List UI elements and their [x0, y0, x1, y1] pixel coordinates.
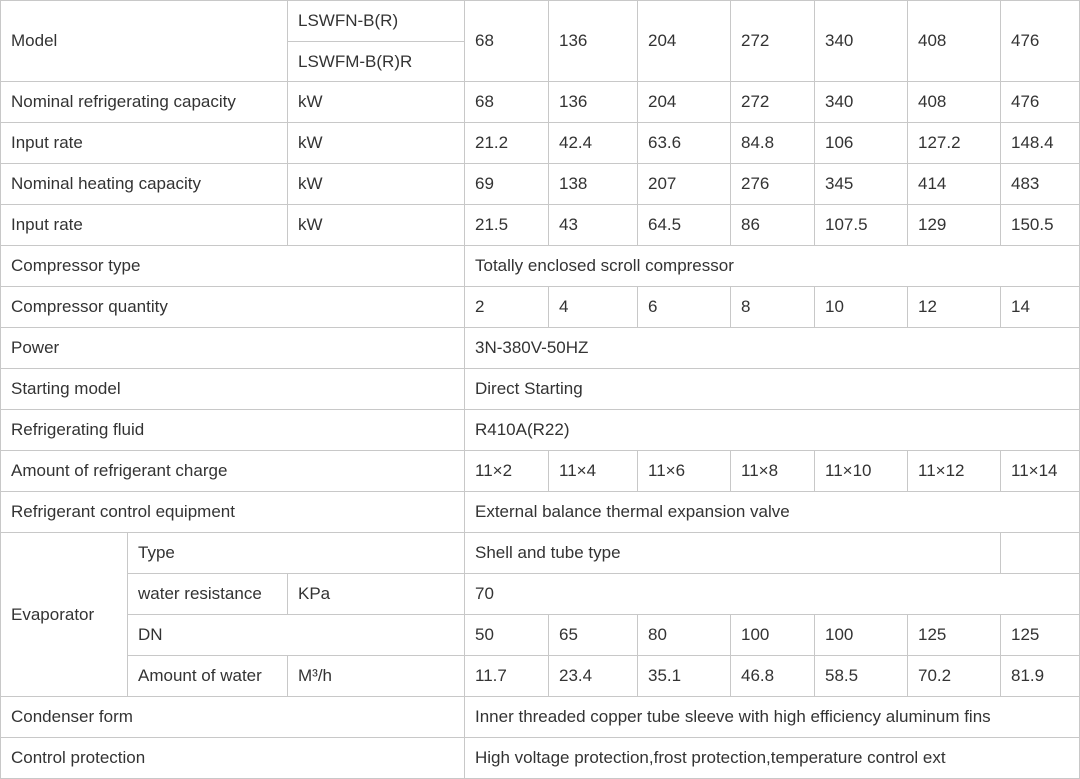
row-label: Model — [1, 1, 288, 82]
value-cell: 476 — [1001, 1, 1080, 82]
value-cell: R410A(R22) — [465, 410, 1080, 451]
value-cell: 272 — [731, 1, 815, 82]
value-cell: 46.8 — [731, 656, 815, 697]
sub-label: Amount of water — [128, 656, 288, 697]
value-cell: 43 — [549, 205, 638, 246]
sub-label: DN — [128, 615, 465, 656]
row-label: Nominal refrigerating capacity — [1, 82, 288, 123]
table-row-refrigerant-charge — [1, 451, 1080, 492]
row-label: Starting model — [1, 369, 465, 410]
value-cell: 4 — [549, 287, 638, 328]
value-cell: 272 — [731, 82, 815, 123]
row-label: Power — [1, 328, 465, 369]
table-row-input-rate-heating — [1, 205, 1080, 246]
table-row-compressor-type — [1, 246, 1080, 287]
value-cell: Direct Starting — [465, 369, 1080, 410]
row-label: Compressor type — [1, 246, 465, 287]
value-cell: 86 — [731, 205, 815, 246]
table-row-compressor-quantity — [1, 287, 1080, 328]
value-cell: 8 — [731, 287, 815, 328]
value-cell: 148.4 — [1001, 123, 1080, 164]
value-cell: 11×10 — [815, 451, 908, 492]
value-cell: 408 — [908, 82, 1001, 123]
value-cell: 3N-380V-50HZ — [465, 328, 1080, 369]
unit-cell: KPa — [288, 574, 465, 615]
value-cell: 23.4 — [549, 656, 638, 697]
value-cell: 21.5 — [465, 205, 549, 246]
value-cell: 11×14 — [1001, 451, 1080, 492]
value-cell: 58.5 — [815, 656, 908, 697]
value-cell: 100 — [731, 615, 815, 656]
value-cell: 483 — [1001, 164, 1080, 205]
table-row-condenser-form — [1, 697, 1080, 738]
value-cell: 276 — [731, 164, 815, 205]
value-cell: 81.9 — [1001, 656, 1080, 697]
value-cell: 12 — [908, 287, 1001, 328]
table-row-starting-model — [1, 369, 1080, 410]
value-cell: 70 — [465, 574, 1080, 615]
value-cell: 84.8 — [731, 123, 815, 164]
value-cell: 207 — [638, 164, 731, 205]
value-cell: 68 — [465, 1, 549, 82]
value-cell: 11×4 — [549, 451, 638, 492]
value-cell: 150.5 — [1001, 205, 1080, 246]
value-cell: 11×12 — [908, 451, 1001, 492]
sub-label: water resistance — [128, 574, 288, 615]
value-cell: 11×2 — [465, 451, 549, 492]
value-cell: 340 — [815, 1, 908, 82]
unit-cell: kW — [288, 123, 465, 164]
table-row-refrigerating-capacity — [1, 82, 1080, 123]
table-row-evaporator-dn — [1, 615, 1080, 656]
row-label: Condenser form — [1, 697, 465, 738]
row-label: Amount of refrigerant charge — [1, 451, 465, 492]
row-label: Refrigerant control equipment — [1, 492, 465, 533]
value-cell: 204 — [638, 1, 731, 82]
value-cell: 21.2 — [465, 123, 549, 164]
row-label: Refrigerating fluid — [1, 410, 465, 451]
value-cell: 345 — [815, 164, 908, 205]
value-cell: 129 — [908, 205, 1001, 246]
table-row-evaporator-water-amount — [1, 656, 1080, 697]
value-cell: 408 — [908, 1, 1001, 82]
row-label: Input rate — [1, 123, 288, 164]
value-cell: 63.6 — [638, 123, 731, 164]
value-cell: 340 — [815, 82, 908, 123]
value-cell: 136 — [549, 1, 638, 82]
value-cell: 6 — [638, 287, 731, 328]
table-row-refrigerant-control — [1, 492, 1080, 533]
value-cell: 64.5 — [638, 205, 731, 246]
unit-cell: kW — [288, 82, 465, 123]
value-cell: 11×8 — [731, 451, 815, 492]
value-cell: 35.1 — [638, 656, 731, 697]
value-cell: 70.2 — [908, 656, 1001, 697]
unit-cell: kW — [288, 205, 465, 246]
table-row-input-rate-cooling — [1, 123, 1080, 164]
sub-label: Type — [128, 533, 465, 574]
unit-cell: M³/h — [288, 656, 465, 697]
value-cell: 80 — [638, 615, 731, 656]
value-cell: 2 — [465, 287, 549, 328]
value-cell: High voltage protection,frost protection,temperature control ext — [465, 738, 1080, 779]
row-label: Control protection — [1, 738, 465, 779]
value-cell: 125 — [1001, 615, 1080, 656]
value-cell: 127.2 — [908, 123, 1001, 164]
value-cell: Totally enclosed scroll compressor — [465, 246, 1080, 287]
value-cell: 50 — [465, 615, 549, 656]
value-cell: 68 — [465, 82, 549, 123]
value-cell: 125 — [908, 615, 1001, 656]
table-row-heating-capacity — [1, 164, 1080, 205]
model-series-cell: LSWFN-B(R) — [288, 1, 465, 42]
value-cell: 100 — [815, 615, 908, 656]
value-cell: 136 — [549, 82, 638, 123]
value-cell: 69 — [465, 164, 549, 205]
value-cell: 42.4 — [549, 123, 638, 164]
table-row-evaporator-water-resistance — [1, 574, 1080, 615]
row-label: Compressor quantity — [1, 287, 465, 328]
model-series-cell: LSWFM-B(R)R — [288, 42, 465, 82]
value-cell: 65 — [549, 615, 638, 656]
table-row-power — [1, 328, 1080, 369]
value-cell: 204 — [638, 82, 731, 123]
value-cell: Shell and tube type — [465, 533, 1001, 574]
value-cell: 414 — [908, 164, 1001, 205]
row-label: Nominal heating capacity — [1, 164, 288, 205]
value-cell: 11.7 — [465, 656, 549, 697]
value-cell: External balance thermal expansion valve — [465, 492, 1080, 533]
value-cell: 106 — [815, 123, 908, 164]
table-row-refrigerating-fluid — [1, 410, 1080, 451]
value-cell: 10 — [815, 287, 908, 328]
empty-cell — [1001, 533, 1080, 574]
value-cell: 476 — [1001, 82, 1080, 123]
table-row-evaporator-type — [1, 533, 1080, 574]
value-cell: 14 — [1001, 287, 1080, 328]
value-cell: 107.5 — [815, 205, 908, 246]
row-label: Input rate — [1, 205, 288, 246]
value-cell: 138 — [549, 164, 638, 205]
value-cell: Inner threaded copper tube sleeve with high efficiency aluminum fins — [465, 697, 1080, 738]
value-cell: 11×6 — [638, 451, 731, 492]
unit-cell: kW — [288, 164, 465, 205]
table-row-control-protection — [1, 738, 1080, 779]
table-row-model — [1, 1, 1080, 42]
row-label-evaporator: Evaporator — [1, 533, 128, 697]
